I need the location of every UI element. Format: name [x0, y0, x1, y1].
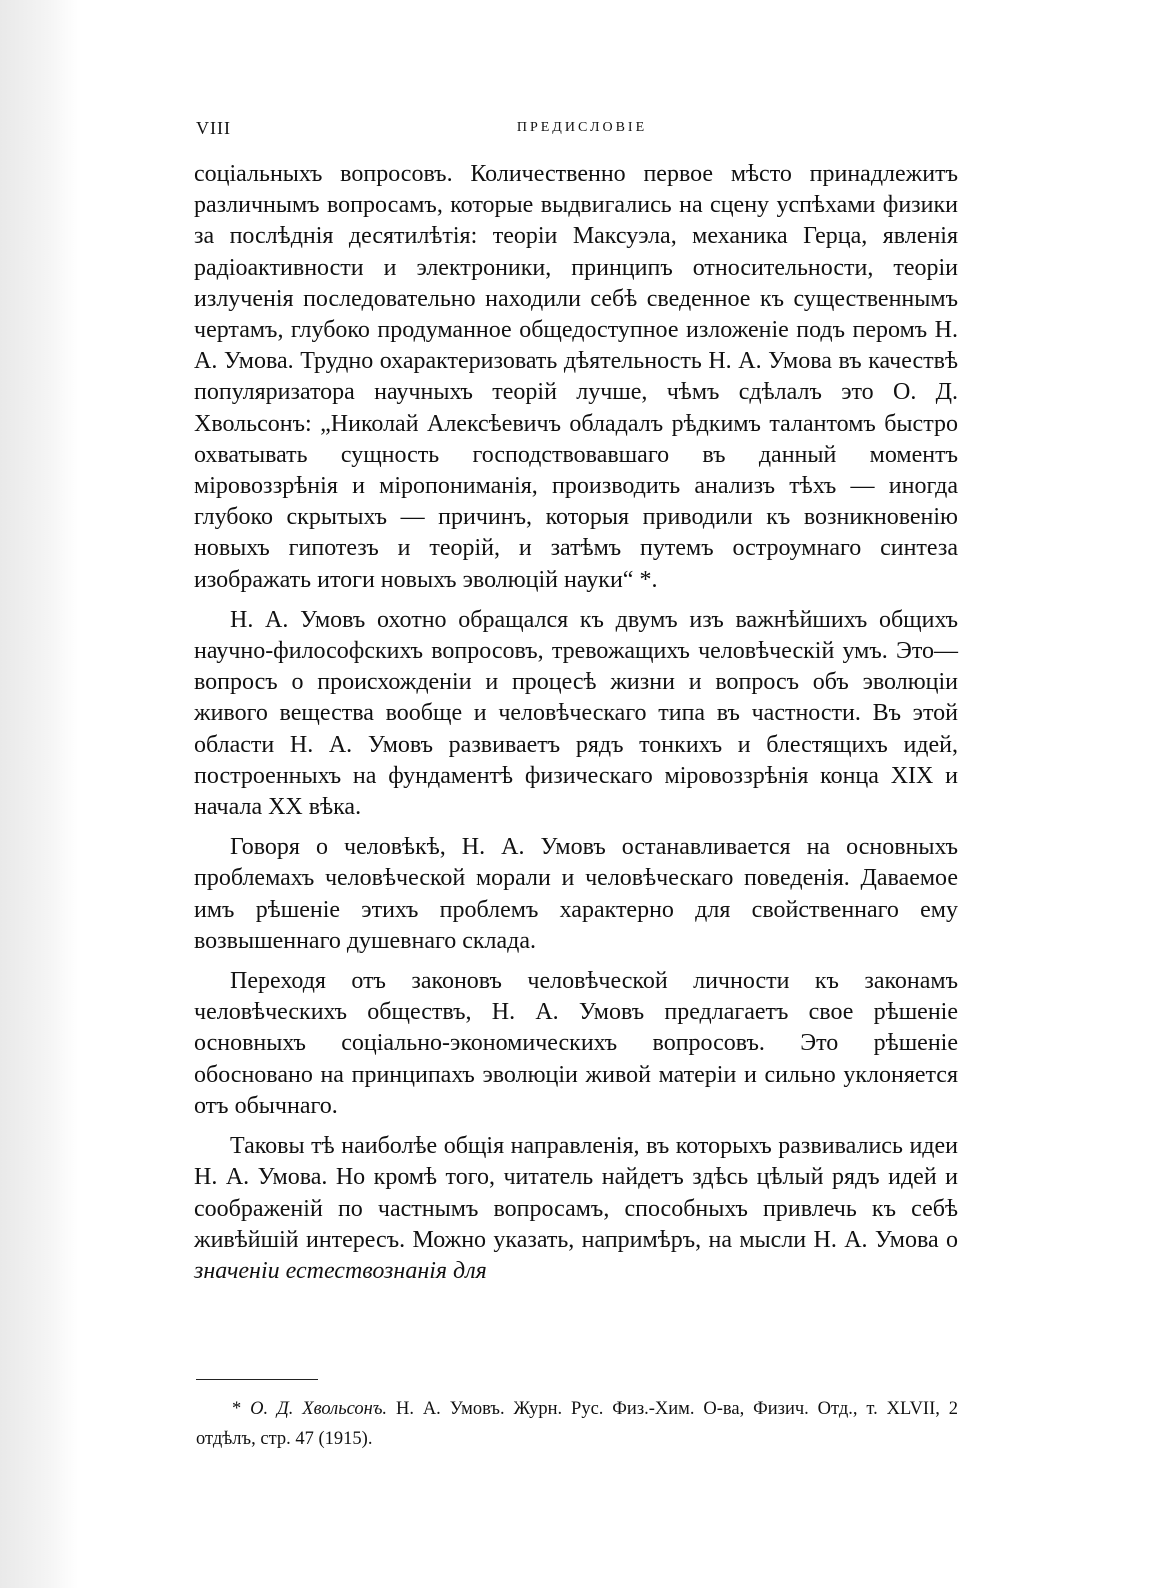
- paragraph-5-text: Таковы тѣ наиболѣе общiя направленiя, въ которыхъ развивались идеи Н. А. Умова. Но кромѣ того, читатель найдетъ здѣсь цѣлый рядъ идей и соображенiй по частнымъ вопросамъ, способныхъ привлечь къ себѣ живѣйшiй интересъ. Можно указать, напримѣръ, на мысли Н. А. Умова о: [194, 1133, 958, 1253]
- footnote-author: О. Д. Хвольсонъ.: [250, 1399, 388, 1419]
- footnote: [196, 1394, 958, 1454]
- paragraph-1: соцiальныхъ вопросовъ. Количественно первое мѣсто принадлежитъ различнымъ вопросамъ, которые выдвигались на сцену успѣхами физики за послѣднiя десятилѣтiя: теорiи Максуэла, механика Герца, явленiя радiоактивности и электроники, принципъ относительности, теорiи излученiя последовательно находили себѣ сведенное къ существеннымъ чертамъ, глубоко продуманное общедоступное изложенiе подъ перомъ Н. А. Умова. Трудно охарактеризовать дѣятельность Н. А. Умова въ качествѣ популяризатора научныхъ теорiй лучше, чѣмъ сдѣлалъ это О. Д. Хвольсонъ: „Николай Алексѣевичъ обладалъ рѣдкимъ талантомъ быстро охватывать сущность господствовавшаго въ данный моментъ мiровоззрѣнiя и мiропониманiя, производить анализъ тѣхъ — иногда глубоко скрытыхъ — причинъ, которыя приводили къ возникновенiю новыхъ гипотезъ и теорiй, и затѣмъ путемъ остроумнаго синтеза изображать итоги новыхъ эволюцiй науки“ *.: [194, 161, 958, 593]
- scan-edge-shadow: [0, 0, 78, 1588]
- footnote-marker: *: [232, 1399, 242, 1419]
- running-header: [196, 118, 968, 142]
- footnote-citation: Н. А. Умовъ. Журн. Рус. Физ.-Хим. О-ва, Физич. Отд., т. XLVII, 2 отдѣлъ, стр. 47 (1915).: [196, 1399, 959, 1449]
- paragraph-5-italic-tail: значенiи естествознанiя для: [194, 1257, 487, 1284]
- paragraph-4: Переходя отъ законовъ человѣческой личности къ законамъ человѣческихъ обществъ, Н. А. Умовъ предлагаетъ свое рѣшенiе основныхъ соцiально-экономическихъ вопросовъ. Это рѣшенiе обосновано на принципахъ эволюцiи живой матерiи и сильно уклоняется отъ обычнаго.: [194, 968, 958, 1119]
- page-number: VIII: [196, 118, 231, 138]
- paragraph-3: Говоря о человѣкѣ, Н. А. Умовъ останавливается на основныхъ проблемахъ человѣческой морали и человѣческаго поведенiя. Даваемое имъ рѣшенiе этихъ проблемъ характерно для свойственнаго ему возвышеннаго душевнаго склада.: [194, 834, 958, 954]
- paragraph-5: [194, 1131, 958, 1287]
- running-title: ПРЕДИСЛОВIЕ: [516, 120, 648, 135]
- footnote-separator: [196, 1379, 318, 1380]
- paragraph-2: Н. А. Умовъ охотно обращался къ двумъ изъ важнѣйшихъ общихъ научно-философскихъ вопросовъ, тревожащихъ человѣческiй умъ. Это—вопросъ о происхожденiи и процесѣ жизни и вопросъ объ эволюцiи живого вещества вообще и человѣческаго типа въ частности. Въ этой области Н. А. Умовъ развиваетъ рядъ тонкихъ и блестящихъ идей, построенныхъ на фундаментѣ физическаго мiровоззрѣнiя конца XIX и начала XX вѣка.: [194, 606, 958, 821]
- main-text: [194, 159, 958, 1296]
